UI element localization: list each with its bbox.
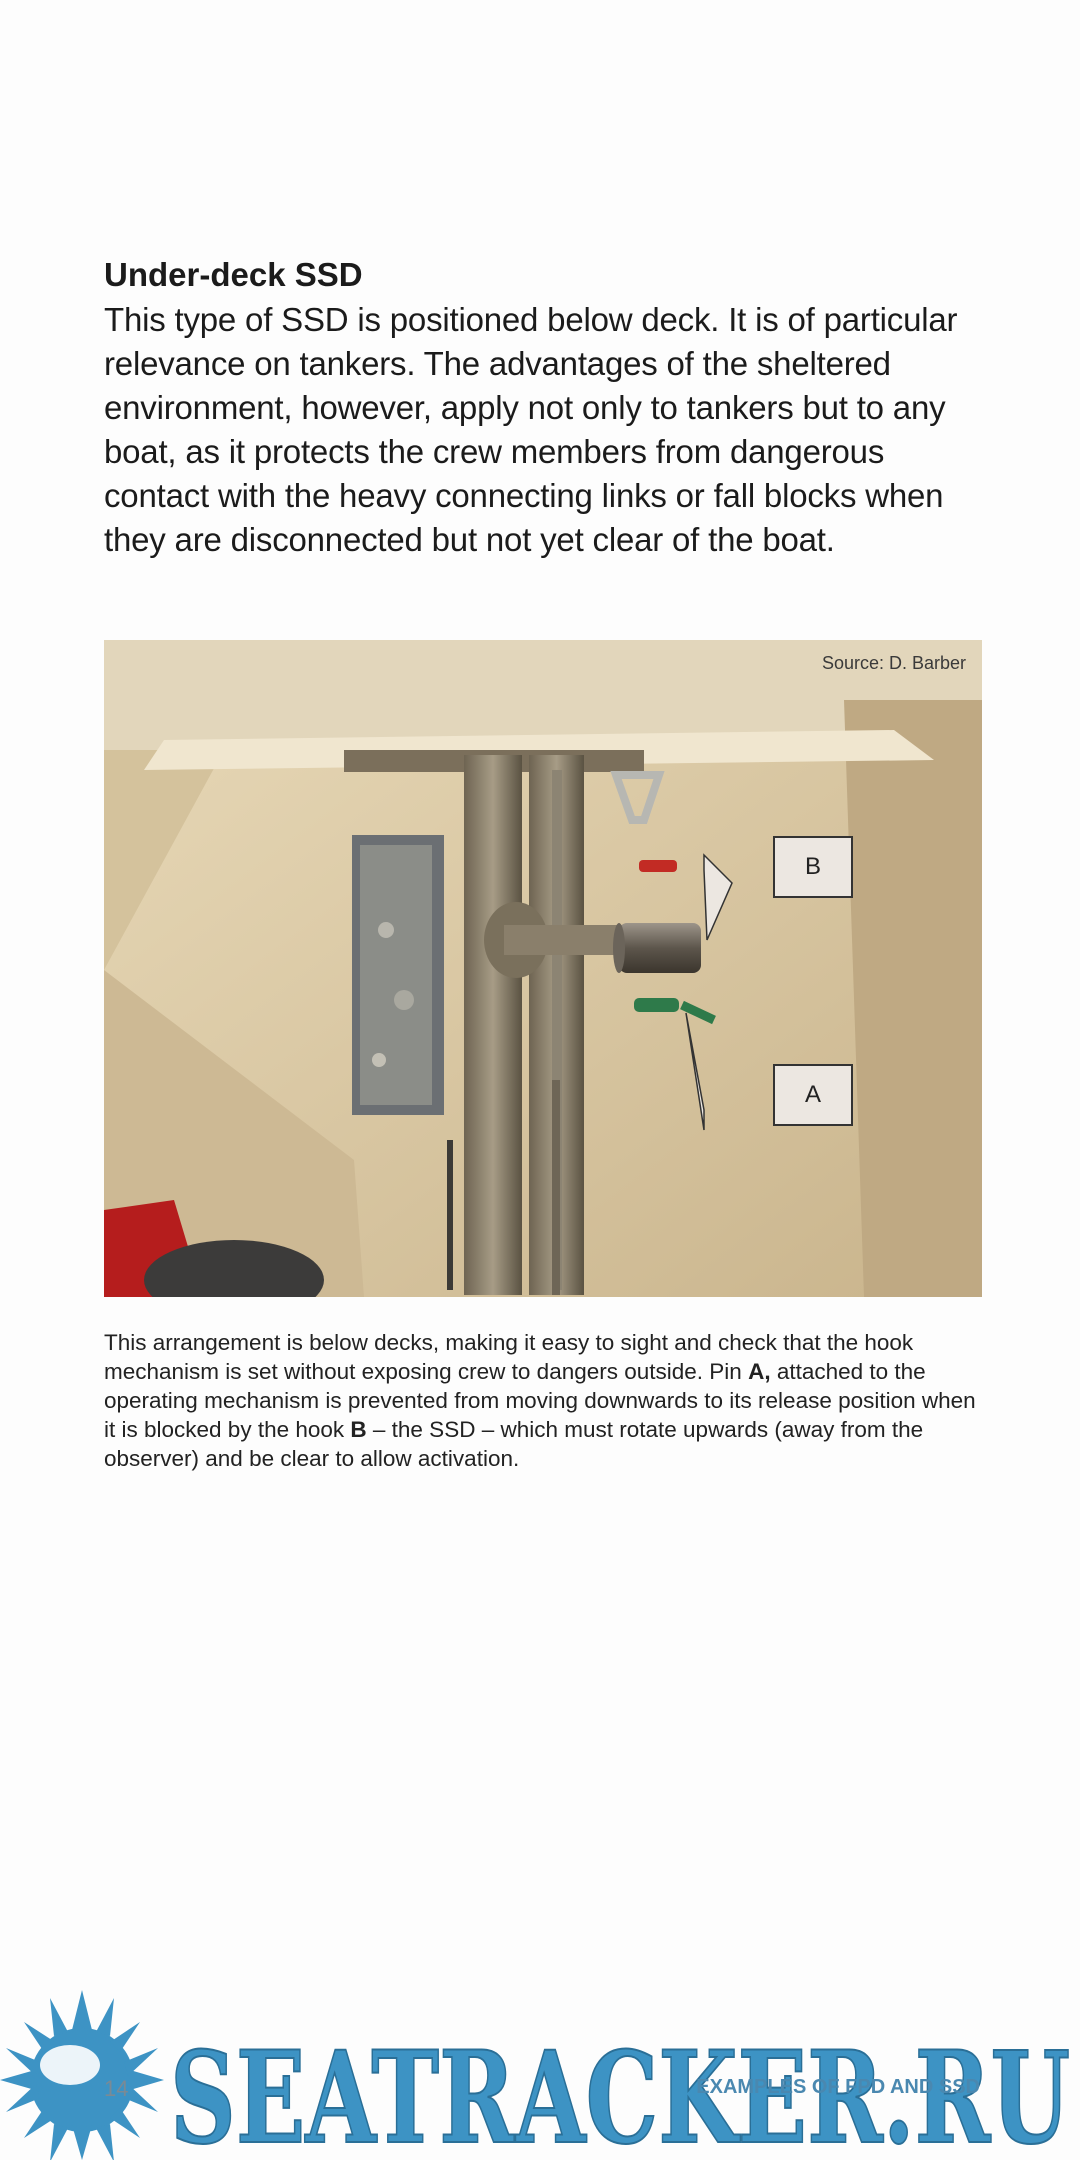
caption-hook-b: B xyxy=(350,1417,367,1442)
intro-paragraph: This type of SSD is positioned below deck. It is of particular relevance on tankers. The advantages of the sheltered environment, however, apply not only to tankers but to any boat, as it protects the crew members from dangerous contact with the heavy connecting links or fall blocks when they are disconnected but not yet clear of the boat. xyxy=(104,301,958,558)
photo-source-credit: Source: D. Barber xyxy=(821,653,966,673)
callout-a-label: A xyxy=(773,1064,853,1126)
seatracker-watermark xyxy=(0,1990,1080,2160)
caption-pin-a: A, xyxy=(748,1359,771,1384)
watermark-text: SEATRACKER.RU xyxy=(170,2024,1070,2160)
section-heading: Under-deck SSD xyxy=(104,256,363,293)
page-number: 14 xyxy=(104,2076,129,2101)
callout-b-label: B xyxy=(773,836,853,898)
running-footer-title: EXAMPLES OF FPD AND SSD xyxy=(696,2076,980,2098)
callout-pointers xyxy=(104,640,982,1297)
figure-caption: This arrangement is below decks, making it easy to sight and check that the hook mechanism is set without exposing crew to dangers outside. Pin A, attached to the operating mechanism is prevented from moving downwards to its release position when it is blocked by the hook B – the SSD – which must rotate upwards (away from the observer) and be clear to allow activation. xyxy=(104,1330,976,1471)
photo-figure xyxy=(104,640,982,1297)
